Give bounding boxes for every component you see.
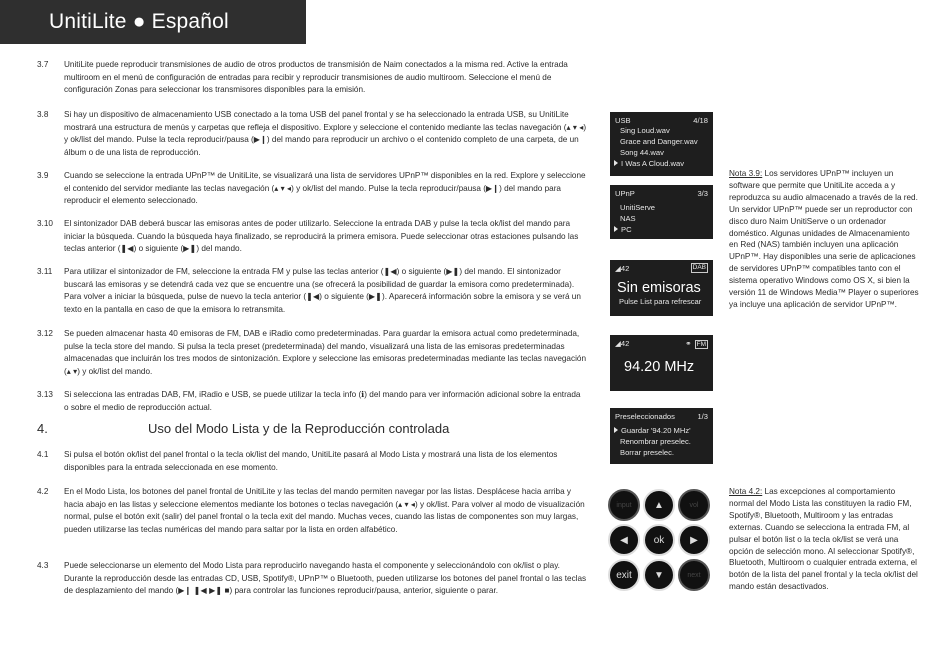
section-3-13 <box>37 389 587 414</box>
section-number: 3.12 <box>37 329 53 338</box>
heading-title: Uso del Modo Lista y de la Reproducción controlada <box>148 421 450 436</box>
list-item: Grace and Danger.wav <box>620 137 698 146</box>
section-text: Para utilizar el sintonizador de FM, seleccione la entrada FM y pulse las teclas anterior (❚◀) o siguiente (▶❚) del mando. El sintonizador buscará las emisoras y se detendrá cada vez que se encuentre una (se ofrecerá la posibilidad de guardar la emisora como predeterminada). Para volver a iniciar la búsqueda, pulse de nuevo la tecla anterior (❚◀) o siguiente (▶❚). Aparecerá información sobre la emisora y se verá un texto en la pantalla en caso de que la emisora lo retransmita. <box>64 267 581 314</box>
status-subtitle: Pulse List para refrescar <box>619 297 702 306</box>
section-number: 4.1 <box>37 450 49 459</box>
section-text: En el Modo Lista, los botones del panel frontal de UnitiLite y las teclas del mando permiten navegar por las listas. Desplácese hacia arriba y hacia abajo en las listas y seleccione elementos mediante los botones o teclas navegación (▴ ▾ ◂) y ok/list. Para volver al modo de visualización normal, pulse el botón exit (salir) del panel frontal o la tecla exit del mando. Muchas veces, cuando las listas de componentes son muy largas, pueden utilizarse las teclas numéricas del mando para saltar por la lista en orden alfabético. <box>64 487 585 534</box>
fm-screen <box>610 335 713 391</box>
volume-indicator: ◢42 <box>615 264 630 273</box>
section-3-9 <box>37 170 587 208</box>
list-item: Song 44.wav <box>620 148 664 157</box>
list-item-selected: Guardar '94.20 MHz' <box>610 425 713 436</box>
upnp-screen <box>610 185 713 239</box>
note-text: Las excepciones al comportamiento normal del Modo Lista las constituyen la radio FM, Spotify®, Bluetooth, Multiroom y las entradas externas. Cuando se selecciona la entrada FM, al pulsar el botón list o la tecla ok/list se verá una opción de selección mono. Al seleccionar Spotify®, Bluetooth, Multiroom o cualquier entrada externa, el botón de la lista del panel frontal y la tecla ok/list del mando están desactivados. <box>729 487 918 592</box>
screen-label: Preseleccionados <box>615 412 675 421</box>
dab-screen <box>610 260 713 316</box>
section-number: 4.3 <box>37 561 49 570</box>
screen-count: 4/18 <box>693 116 708 125</box>
down-arrow-button[interactable]: ▼ <box>643 559 675 591</box>
section-number: 3.10 <box>37 219 53 228</box>
status-title: Sin emisoras <box>617 280 701 296</box>
section-text: El sintonizador DAB deberá buscar las emisoras antes de poder utilizarlo. Seleccione la entrada DAB y pulse la tecla ok/list del mando para iniciar la búsqueda. Cuando la búsqueda haya finalizado, se reproducirá la primera emisora. Puede seleccionar otras estaciones pulsando las teclas anterior (❚◀) o siguiente (▶❚) del mando. <box>64 219 579 254</box>
speaker-icon: ◢ <box>615 264 621 273</box>
section-3-12 <box>37 328 587 378</box>
section-text: Se pueden almacenar hasta 40 emisoras de FM, DAB e iRadio como predeterminadas. Para guardar la emisora actual como predeterminada, pulse la tecla store del mando. Si pulsa la tecla preset (predeterminada) del mando, visualizará una lista de las emisoras predeterminadas almacenadas que incluirán los tres modos de sintonización. Explore y seleccione las emisoras predeterminadas mediante las teclas navegación (▴ ▾) y ok/list del mando. <box>64 329 587 376</box>
input-badge: DAB <box>692 264 706 271</box>
volume-indicator: ◢42 <box>615 339 630 348</box>
section-4-3 <box>37 560 587 598</box>
section-text: UnitiLite puede reproducir transmisiones de audio de otros productos de transmisión de Naim conectados a la misma red. Active la entrada multiroom en el menú de configuración de entradas para recibir y reproducir transmisiones de audio multiroom. Seleccione el menú de configuración Zonas para seleccionar los transmisores disponibles para la emisión. <box>64 60 568 95</box>
right-arrow-button[interactable]: ▶ <box>678 524 710 556</box>
note-3-9 <box>729 168 919 311</box>
screen-label: UPnP <box>615 189 635 198</box>
section-number: 3.11 <box>37 267 53 276</box>
note-text: Los servidores UPnP™ incluyen un software que permite que UnitiLite acceda a y reproduzca su audio almacenado a través de la red. Un servidor UPnP™ puede ser un reproductor con disco duro Naim UnitiServe o un ordenador doméstico. Algunas unidades de Almacenamiento en Red (NAS) también incluyen una aplicación UPnP™. Hay disponibles una serie de aplicaciones de servidores UPnP™ compatibles tanto con el sistema operativo Windows como OS X, si bien la versión 11 de Windows Media™ Player o superiores ya incluye una aplicación de servidor UPnP™. <box>729 169 919 309</box>
section-3-10 <box>37 218 587 256</box>
section-number: 3.13 <box>37 390 53 399</box>
section-text: Si selecciona las entradas DAB, FM, iRadio e USB, se puede utilizar la tecla info (ℹ) del mando para ver información adicional sobre la entrada o sobre el medio de reproducción actual. <box>64 390 581 412</box>
list-item: Renombrar preselec. <box>620 437 691 446</box>
speaker-icon: ◢ <box>615 339 621 348</box>
next-button[interactable]: next <box>678 559 710 591</box>
section-text: Si hay un dispositivo de almacenamiento USB conectado a la toma USB del panel frontal y se ha seleccionado la entrada USB, su UnitiLite mostrará una estructura de menús y carpetas que refleja el dispositivo. Explore y seleccione el contenido mediante las teclas navegación (▴ ▾ ◂) y ok/list del mando. Pulse la tecla reproducir/pausa (▶❙) del mando para reproducir un archivo o el contenido completo de una carpeta, de un álbum o de una lista de reproducción. <box>64 110 587 157</box>
up-arrow-button[interactable]: ▲ <box>643 489 675 521</box>
screen-label: USB <box>615 116 631 125</box>
list-item: Sing Loud.wav <box>620 126 670 135</box>
section-number: 4.2 <box>37 487 49 496</box>
section-3-7 <box>37 59 587 97</box>
input-button[interactable]: input <box>608 489 640 521</box>
section-text: Puede seleccionarse un elemento del Modo Lista para reproducirlo navegando hasta el componente y seleccionándolo con ok/list o play. Durante la reproducción desde las entradas CD, USB, Spotify®, UPnP™ o Bluetooth, pueden utilizarse los botones del panel frontal o las teclas de desplazamiento del mando (▶❙ ❚◀ ▶❚ ■) para controlar las funciones reproducir/pausa, anterior, siguiente o parar. <box>64 561 587 596</box>
ok-button[interactable]: ok <box>643 524 675 556</box>
usb-screen <box>610 112 713 176</box>
selection-arrow-icon <box>614 427 618 433</box>
list-item-selected: PC <box>610 224 713 235</box>
list-item: UnitiServe <box>620 203 656 212</box>
list-item: NAS <box>620 214 636 223</box>
presets-screen <box>610 408 713 464</box>
section-4-2 <box>37 486 587 536</box>
page-header <box>0 0 306 44</box>
note-4-2 <box>729 486 919 593</box>
exit-button[interactable]: exit <box>608 559 640 591</box>
heading-number: 4. <box>37 421 48 436</box>
page-title: UnitiLite ● Español <box>49 10 229 33</box>
volume-button[interactable]: vol <box>678 489 710 521</box>
section-number: 3.7 <box>37 60 49 69</box>
selection-arrow-icon <box>614 160 618 166</box>
note-label: Nota 3.9: <box>729 169 763 178</box>
left-arrow-button[interactable]: ◀ <box>608 524 640 556</box>
section-3-11 <box>37 266 587 316</box>
list-item: Borrar preselec. <box>620 448 675 457</box>
section-text: Si pulsa el botón ok/list del panel frontal o la tecla ok/list del mando, UnitiLite pasará al Modo Lista y mostrará una lista de los elementos disponibles para la entrada seleccionada en ese momento. <box>64 450 558 472</box>
section-4-heading <box>37 421 587 441</box>
fm-indicators <box>685 338 708 348</box>
section-number: 3.8 <box>37 110 49 119</box>
screen-count: 1/3 <box>697 412 708 421</box>
section-text: Cuando se seleccione la entrada UPnP™ de UnitiLite, se visualizará una lista de servidores UPnP™ disponibles en la red. Explore y seleccione el contenido del servidor mediante las teclas navegación (▴ ▾ ◂) y ok/list del mando. Pulse la tecla reproducir/pausa (▶❙) del mando para reproducir el elemento seleccionado. <box>64 171 586 206</box>
note-label: Nota 4.2: <box>729 487 763 496</box>
section-number: 3.9 <box>37 171 49 180</box>
list-item-selected: I Was A Cloud.wav <box>610 158 713 169</box>
section-4-1 <box>37 449 587 474</box>
screen-count: 3/3 <box>697 189 708 198</box>
stereo-icon: ⚭ <box>685 339 692 348</box>
frequency-display: 94.20 MHz <box>624 359 695 375</box>
section-3-8 <box>37 109 587 159</box>
selection-arrow-icon <box>614 226 618 232</box>
input-badge: FM <box>696 341 706 348</box>
